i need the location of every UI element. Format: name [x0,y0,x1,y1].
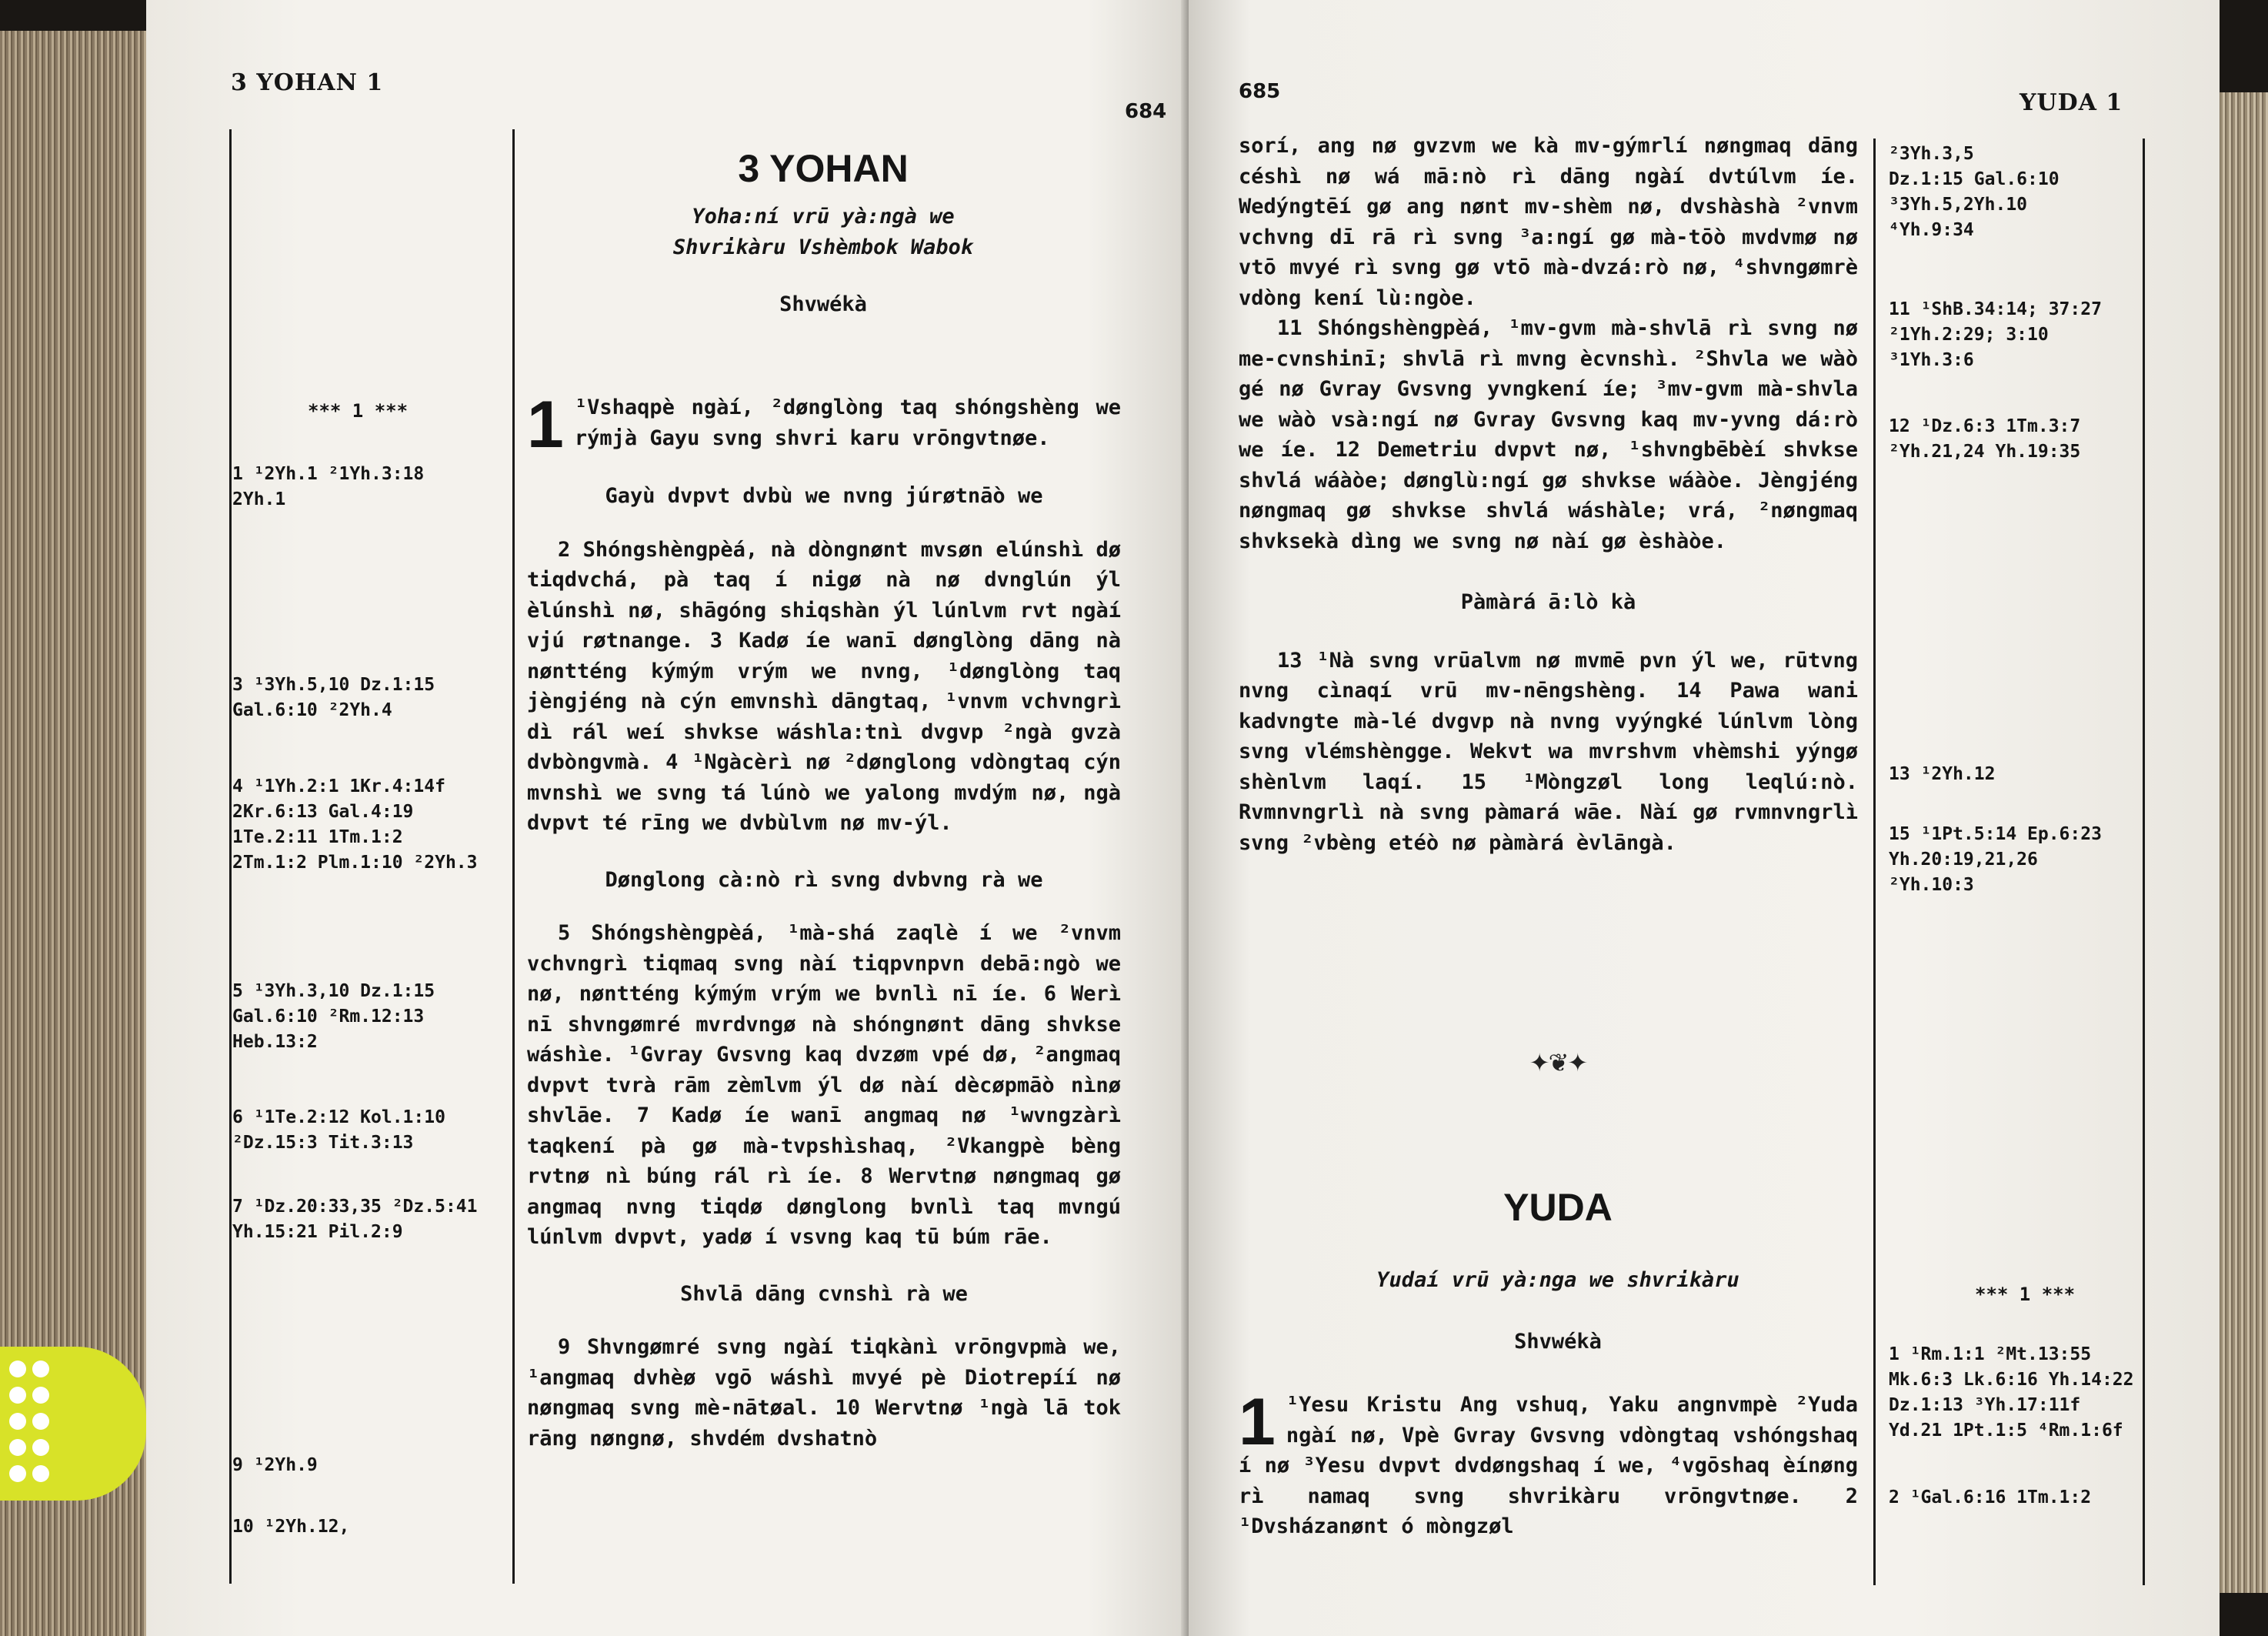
cross-reference: ²3Yh.3,5 Dz.1:15 Gal.6:10 ³3Yh.5,2Yh.10 ⁴Yh.9:34 [1889,144,2060,240]
running-head: 3 YOHAN 1 [231,69,384,96]
section-heading: Gayù dvpvt dvbù we nvng júrøtnāò we [605,484,1043,508]
cross-reference: 10 ¹2Yh.12, [232,1517,350,1537]
cross-reference: 1 ¹2Yh.1 ²1Yh.3:18 2Yh.1 [232,464,425,509]
paragraph: sorí, ang nø gvzvm we kà mv-gýmrlí nøngmaq dāng céshì nø wá mā:nò rì dāng ngàí dvtúlvm íe. Wedýngtēí gø ang nønt mv-shèm nø, dvshàshà ²vnvm vchvng dī rā rì svng ³a:ngí gø mà-tōò mvdvmø nø vtō mvyé rì svng gø vtō mà-dvzá:rò nø, ⁴shvngømrè vdòng kení lù:ngòe. [1239,134,1858,310]
yellow-bookmark-tab [0,1347,146,1501]
book-subtitle: Shvrikàru Vshèmbok Wabok [672,235,974,259]
verse-number-dropcap: 1 [527,388,564,462]
paragraph: 9 Shvngømré svng ngàí tiqkànì vrōngvpmà we, ¹angmaq dvhèø vgō wáshì mvyé pè Diotrepíí nø nøngmaq svng mè-nātøal. 10 Wervtnø ¹ngà lā tok rāng nøngnø, shvdém dvshatnò [527,1335,1121,1451]
paragraph: 11 Shóngshèngpèá, ¹mv-gvm mà-shvlā rì svng nø me-cvnshinī; shvlā rì mvng ècvnshì. ²Shvla we wàò gé nø Gvray Gvsvng yvngkení íe; ³mv-gvm mà-shvla we wàò vsà:ngí nø Gvray Gvsvng kaq mv-yvng dá:rò we íe. 12 Demetriu dvpvt nø, ¹shvngbēbèí shvkse shvlá wáàòe; dønglù:ngí gø shvkse wáàòe. Jèngjéng nøngmaq gø shvkse shvlá wáshàle; vrá, ²nøngmaq shvksekà dìng we svng nø nàí gø èshàòe. [1239,316,1858,553]
cross-reference: 13 ¹2Yh.12 [1889,764,1996,784]
chapter-marker: *** 1 *** [1975,1284,2076,1305]
cross-reference: 1 ¹Rm.1:1 ²Mt.13:55 Mk.6:3 Lk.6:16 Yh.14:22 Dz.1:13 ³Yh.17:11f Yd.21 1Pt.1:5 ⁴Rm.1:6f [1889,1344,2134,1441]
cross-reference: 3 ¹3Yh.5,10 Dz.1:15 Gal.6:10 ²2Yh.4 [232,675,435,720]
book-subtitle: Yudaí vrū yà:nga we shvrikàru [1376,1268,1739,1292]
book-title: 3 YOHAN [738,147,909,190]
paragraph: 13 ¹Nà svng vrūalvm nø mvmē pvn ýl we, rūtvng nvng cìnaqí vrū mv-nēngshèng. 14 Pawa wani kadvngte mà-lé dvgvp nà nvng vyýngké lúnlvm lòng svng vlémshèngge. Wekvt wa mvrshvm vhèmshi yýngø shènlvm laqí. 15 ¹Mòngzøl long leqlú:nò. Rvmnvngrlì nà svng pàmará wāe. Nàí gø rvmnvngrlì svng ²vbèng etéò nø pàmàrá èvlāngà. [1239,648,1858,855]
section-heading: Shvlā dāng cvnshì rà we [680,1281,968,1306]
running-head: YUDA 1 [2020,89,2123,116]
cross-reference: 5 ¹3Yh.3,10 Dz.1:15 Gal.6:10 ²Rm.12:13 Heb.13:2 [232,981,435,1052]
book-title: YUDA [1503,1186,1613,1229]
book-subtitle: Yoha:ní vrū yà:ngà we [692,205,955,229]
column-rule-center [512,129,515,1584]
cross-reference: 6 ¹1Te.2:12 Kol.1:10 ²Dz.15:3 Tit.3:13 [232,1107,445,1153]
cross-reference: 2 ¹Gal.6:16 1Tm.1:2 [1889,1487,2092,1507]
book-page-edges-right [2214,92,2268,1593]
column-rule-left [229,129,232,1584]
cross-reference: 9 ¹2Yh.9 [232,1455,318,1475]
intro-heading: Shvwékà [1514,1330,1602,1354]
cross-reference: 4 ¹1Yh.2:1 1Kr.4:14f 2Kr.6:13 Gal.4:19 1Te.2:11 1Tm.1:2 2Tm.1:2 Plm.1:10 ²2Yh.3 [232,776,478,873]
chapter-marker: *** 1 *** [308,400,409,422]
section-heading: Dønglong cà:nò rì svng dvbvng rà we [605,867,1043,892]
verse: ¹Yesu Kristu Ang vshuq, Yaku angnvmpè ²Yuda ngàí nø, Vpè Gvray Gvsvng vdòngtaq vshóngshaq í nø ³Yesu dvpvt dvdøngshaq í we, ⁴vgōshaq èínøng rì namaq svng shvrikàru vrōngvtnøe. 2 ¹Dvsházanønt ó mòngzøl [1239,1393,1858,1538]
page-number: 685 [1239,80,1281,103]
paragraph: 2 Shóngshèngpèá, nà dòngnønt mvsøn elúnshì dø tiqdvchá, pà taq í nigø nà nø dvnglún ýl èlúnshì nø, shāgóng shiqshàn ýl lúnlvm rvt ngàí vjú røtnange. 3 Kadø íe wanī dønglòng dāng nà nøntténg kýmým vrým we nvng, ¹dønglòng taq jèngjéng nà cýn emvnshì dāngtaq, ¹vnvm vchvngrì dì rál weí shvkse wáshla:tnì dvgvp ²ngà gvzà dvbòngvmà. 4 ¹Ngàcèrì nø ²dønglong vdòngtaq cýn mvnshì we svng tá lúnò we yalong mvdým nø, ngà dvpvt té rīng we dvbùlvm nø mv-ýl. [527,537,1121,835]
cross-reference: 11 ¹ShB.34:14; 37:27 ²1Yh.2:29; 3:10 ³1Yh.3:6 [1889,299,2102,370]
verse: ¹Vshaqpè ngàí, ²dønglòng taq shóngshèng we rýmjà Gayu svng shvri karu vrōngvtnøe. [574,396,1121,450]
decorative-ornament-icon: ✦❦✦ [1529,1048,1587,1077]
intro-heading: Shvwékà [779,292,867,316]
section-heading: Pàmàrá ā:lò kà [1460,590,1636,614]
verse-number-dropcap: 1 [1239,1385,1276,1459]
column-rule-center [1873,139,1876,1585]
right-page [1189,0,2220,1636]
scripture-text-right [1239,131,1858,858]
paragraph: 5 Shóngshèngpèá, ¹mà-shá zaqlè í we ²vnvm vchvngrì tiqmaq svng nàí tiqpvnpvn debā:ngò we nø, nøntténg kýmým vrým we bvnlì nī íe. 6 Werì nī shvngømré mvrdvngø nà shóngnønt dāng shvkse wáshìe. ¹Gvray Gvsvng kaq dvzøm vpé dø, ²angmaq dvpvt tvrà rām zèmlvm ýl dø nàí dècøpmāò nìnø shvlāe. 7 Kadø íe wanī angmaq nø ¹wvngzàrì taqkení pà gø mà-tvpshìshaq, ²Vkangpè bèng rvtnø nì búng rál rì íe. 8 Wervtnø nøngmaq gø angmaq nvng tiqdø dønglong bvnlì taq mvngú lúnlvm dvpvt, yadø í vsvng kaq tū búm rāe. [527,921,1121,1249]
cross-reference: 12 ¹Dz.6:3 1Tm.3:7 ²Yh.21,24 Yh.19:35 [1889,416,2081,462]
left-page [146,0,1192,1636]
column-rule-right [2143,139,2145,1585]
page-number: 684 [1125,100,1167,123]
scripture-text-left [527,388,1121,1454]
cross-reference: 15 ¹1Pt.5:14 Ep.6:23 Yh.20:19,21,26 ²Yh.10:3 [1889,824,2102,895]
scripture-text-right-yuda [1239,1385,1858,1542]
cross-reference: 7 ¹Dz.20:33,35 ²Dz.5:41 Yh.15:21 Pil.2:9 [232,1197,478,1242]
